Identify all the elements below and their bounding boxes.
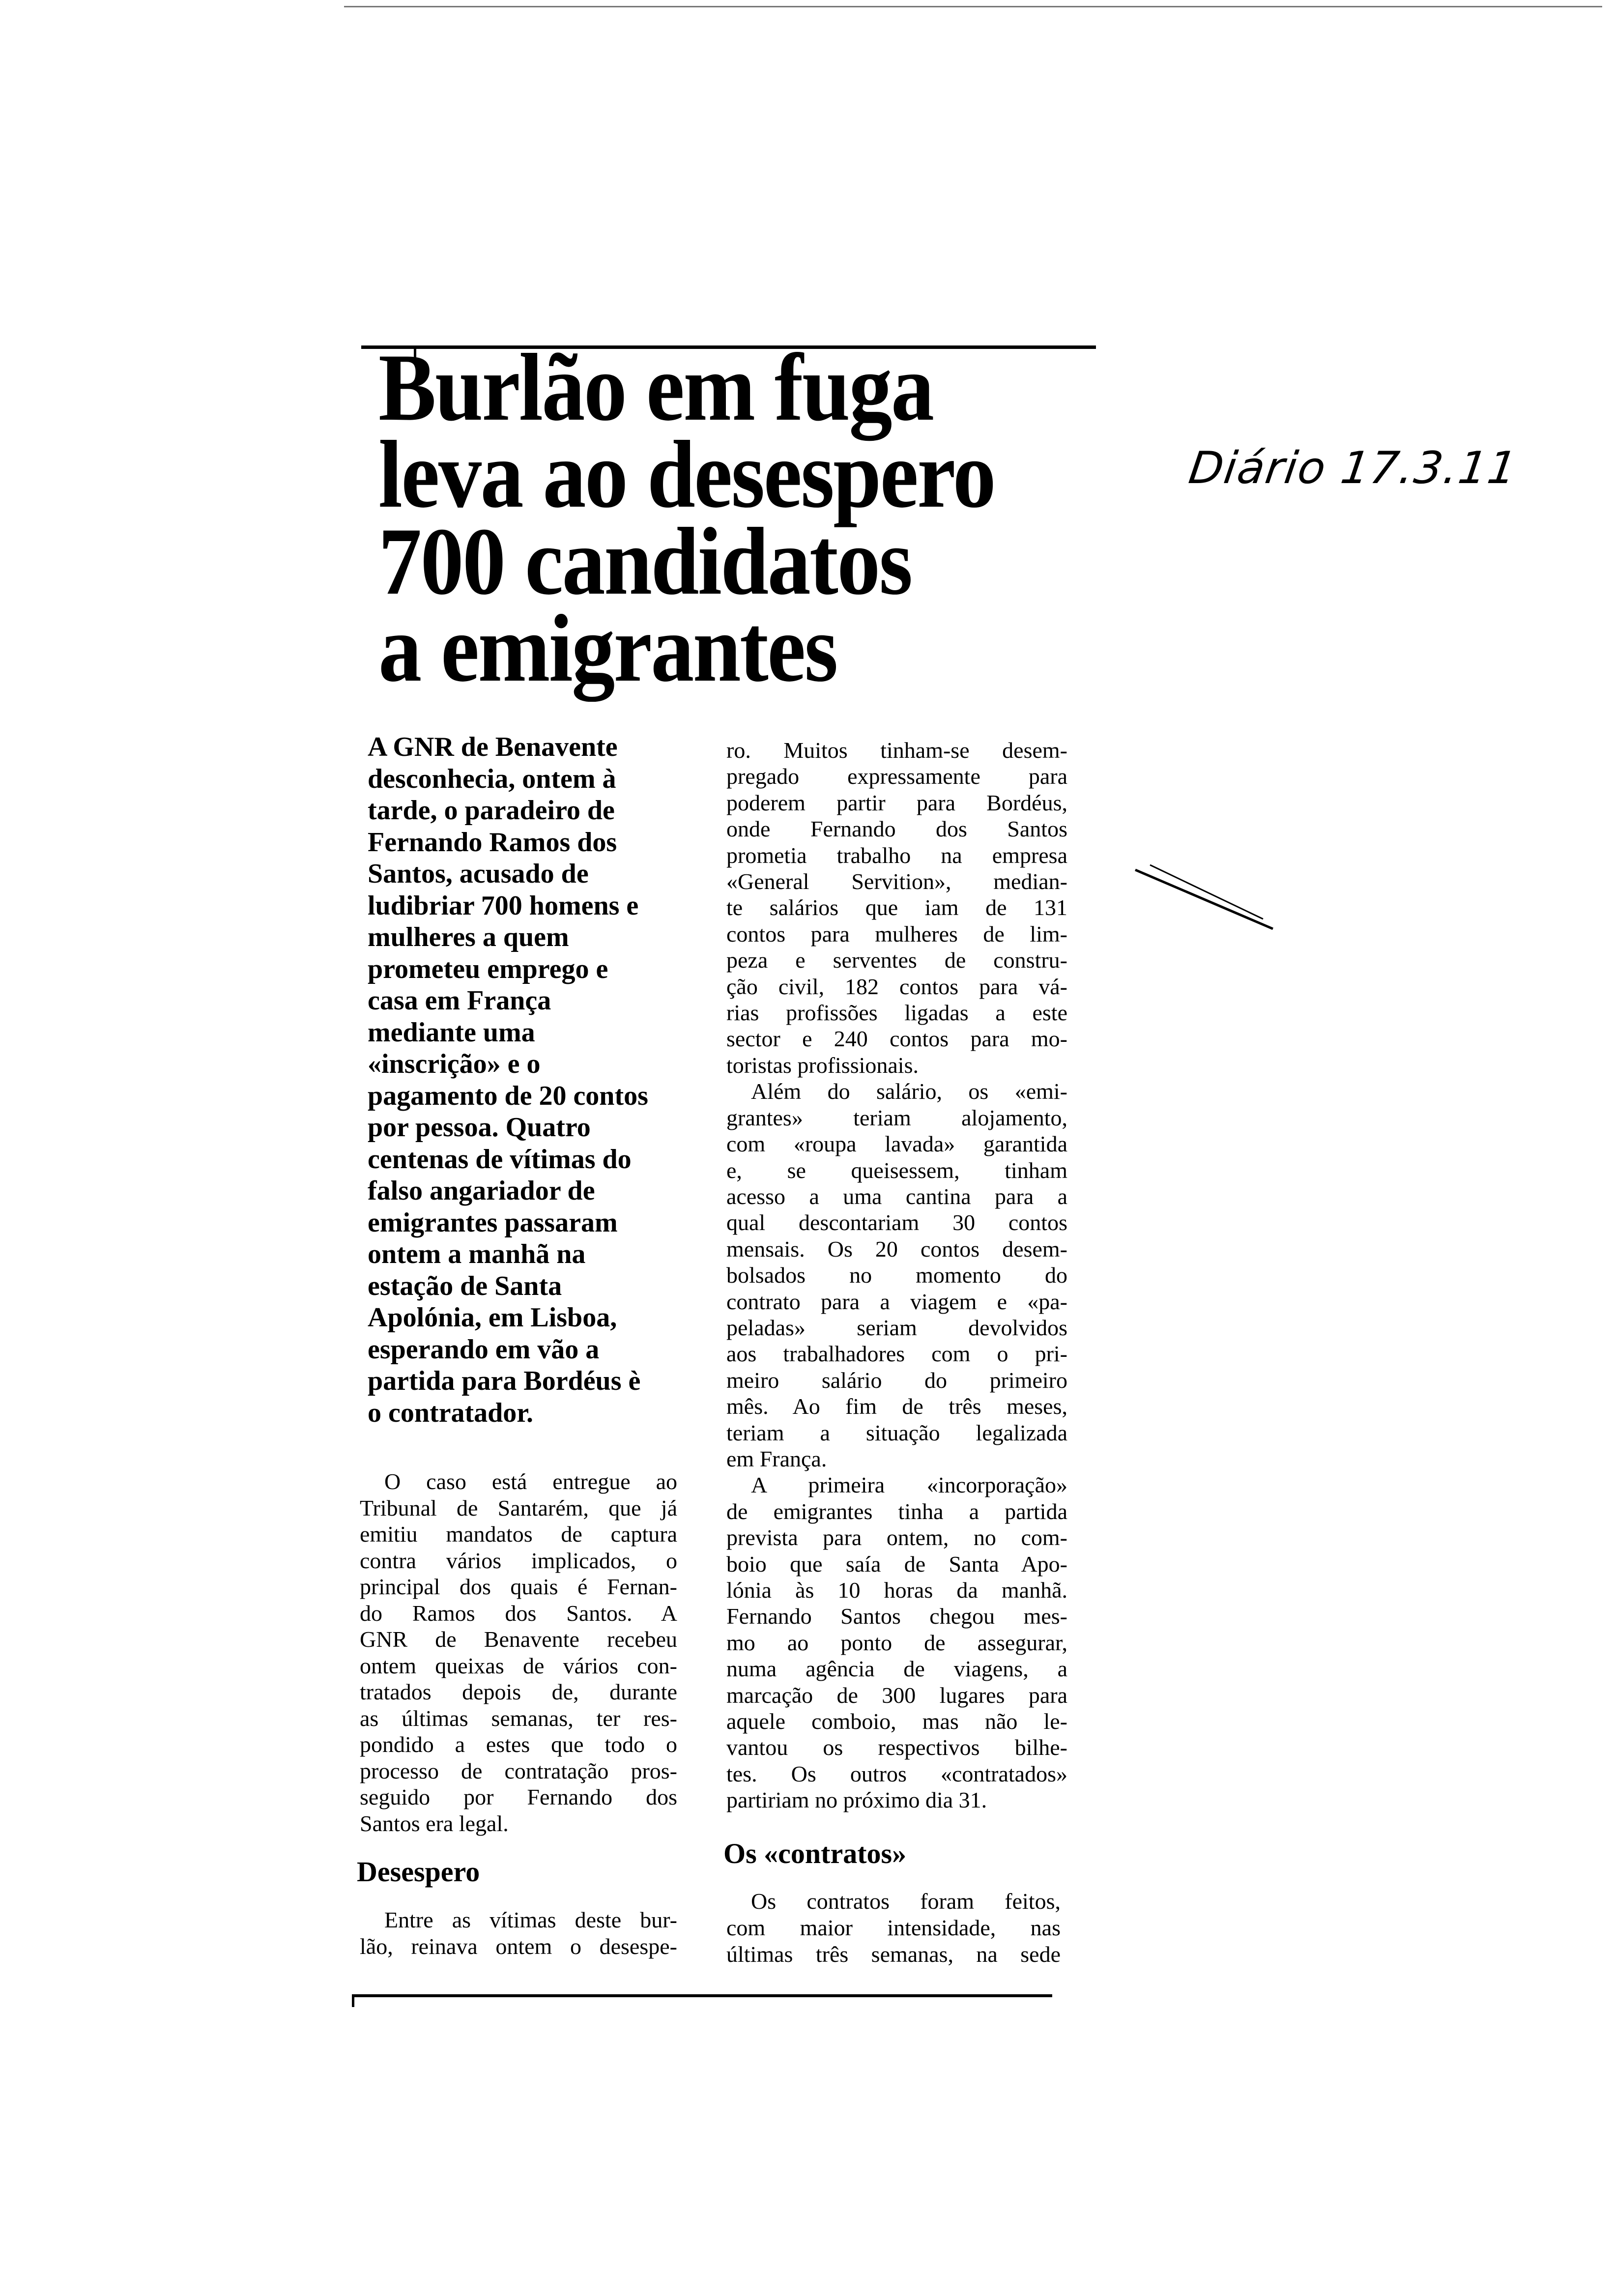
text-line: tarde, o paradeiro de [368, 795, 615, 826]
text-line: aos trabalhadores com o pri- [726, 1341, 1067, 1367]
text-line: contrato para a viagem e «pa- [726, 1289, 1067, 1314]
body-paragraph [726, 1888, 1061, 1968]
text-line: por pessoa. Quatro [368, 1112, 591, 1143]
text-line: vantou os respectivos bilhe- [726, 1735, 1067, 1760]
headline-line: leva ao desespero [378, 421, 995, 528]
text-line: onde Fernando dos Santos [726, 816, 1067, 842]
text-line: mo ao ponto de assegurar, [726, 1630, 1067, 1655]
text-line: peladas» seriam devolvidos [726, 1315, 1067, 1340]
text-line: em França. [726, 1446, 827, 1471]
text-line: toristas profissionais. [726, 1052, 919, 1078]
text-line: com «roupa lavada» garantida [726, 1131, 1067, 1157]
text-line: últimas três semanas, na sede [726, 1942, 1061, 1967]
text-line: do Ramos dos Santos. A [360, 1600, 677, 1626]
text-line: Santos, acusado de [368, 859, 589, 889]
text-line: processo de contratação pros- [360, 1758, 677, 1783]
text-line: peza e serventes de constru- [726, 947, 1067, 973]
text-line: esperando em vão a [368, 1334, 600, 1365]
text-line: aquele comboio, mas não le- [726, 1709, 1067, 1734]
body-paragraph [726, 737, 1067, 1078]
text-line: Além do salário, os «emi- [751, 1079, 1067, 1104]
text-line: casa em França [368, 985, 551, 1016]
text-line: prometeu emprego e [368, 953, 608, 984]
text-line: pregado expressamente para [726, 764, 1067, 789]
text-line: ontem a manhã na [368, 1239, 586, 1269]
text-line: grantes» teriam alojamento, [726, 1105, 1067, 1130]
text-line: emigrantes passaram [368, 1207, 618, 1238]
text-line: GNR de Benavente recebeu [360, 1627, 677, 1652]
text-line: prevista para ontem, no com- [726, 1525, 1067, 1550]
subheading-desespero: Desespero [357, 1856, 480, 1888]
text-line: emitiu mandatos de captura [360, 1521, 677, 1547]
text-line: tes. Os outros «contratados» [726, 1761, 1067, 1786]
text-line: prometia trabalho na empresa [726, 842, 1067, 868]
text-line: partiriam no próximo dia 31. [726, 1787, 987, 1813]
text-line: estação de Santa [368, 1270, 562, 1301]
body-paragraph [726, 1078, 1067, 1472]
text-line: Tribunal de Santarém, que já [360, 1495, 677, 1521]
body-paragraph [360, 1468, 677, 1837]
text-line: mensais. Os 20 contos desem- [726, 1236, 1067, 1262]
text-line: Entre as vítimas deste bur- [384, 1907, 677, 1932]
text-line: boio que saía de Santa Apo- [726, 1551, 1067, 1577]
text-line: sector e 240 contos para mo- [726, 1026, 1067, 1052]
text-line: mês. Ao fim de três meses, [726, 1394, 1067, 1419]
headline-line: Burlão em fuga [378, 334, 933, 441]
headline [378, 334, 1130, 702]
text-line: o contratador. [368, 1397, 534, 1428]
text-line: teriam a situação legalizada [726, 1420, 1067, 1445]
text-line: meiro salário do primeiro [726, 1367, 1067, 1393]
text-line: ção civil, 182 contos para vá- [726, 974, 1067, 999]
text-line: A primeira «incorporação» [751, 1472, 1067, 1498]
text-line: centenas de vítimas do [368, 1144, 632, 1175]
text-line: tratados depois de, durante [360, 1679, 677, 1704]
body-column-2 [726, 737, 1067, 1813]
bottom-rule [352, 1994, 1052, 1997]
text-line: com maior intensidade, nas [726, 1915, 1061, 1940]
lead-paragraph [368, 731, 682, 1429]
text-line: contra vários implicados, o [360, 1548, 677, 1573]
stray-pen-marks [1130, 860, 1278, 939]
bottom-rule-tick [352, 1994, 354, 2007]
text-line: as últimas semanas, ter res- [360, 1705, 677, 1731]
text-line: rias profissões ligadas a este [726, 1000, 1067, 1026]
text-line: ludibriar 700 homens e [368, 890, 639, 921]
text-line: de emigrantes tinha a partida [726, 1498, 1067, 1524]
text-line: lónia às 10 horas da manhã. [726, 1578, 1067, 1603]
text-line: ro. Muitos tinham-se desem- [726, 738, 1067, 763]
text-line: acesso a uma cantina para a [726, 1183, 1067, 1209]
text-line: mediante uma [368, 1017, 535, 1048]
text-line: Apolónia, em Lisboa, [368, 1302, 617, 1333]
text-line: marcação de 300 lugares para [726, 1682, 1067, 1708]
text-line: ontem queixas de vários con- [360, 1653, 677, 1678]
text-line: partida para Bordéus è [368, 1366, 641, 1396]
text-line: A GNR de Benavente [368, 732, 618, 762]
text-line: Fernando Ramos dos [368, 827, 617, 858]
text-line: poderem partir para Bordéus, [726, 790, 1067, 815]
text-line: «inscrição» e o [368, 1049, 541, 1079]
text-line: te salários que iam de 131 [726, 895, 1067, 920]
text-line: desconhecia, ontem à [368, 763, 616, 794]
headline-line: a emigrantes [378, 595, 837, 702]
text-line: numa agência de viagens, a [726, 1656, 1067, 1682]
text-line: «General Servition», median- [726, 869, 1067, 894]
text-line: pondido a estes que todo o [360, 1732, 677, 1757]
handwritten-note: Diário 17.3.11 [1185, 442, 1521, 494]
top-scan-edge-line [344, 6, 1602, 7]
text-line: seguido por Fernando dos [360, 1784, 677, 1809]
text-line: O caso está entregue ao [384, 1469, 677, 1494]
text-line: Os contratos foram feitos, [751, 1889, 1061, 1914]
text-line: qual descontariam 30 contos [726, 1210, 1067, 1235]
text-line: pagamento de 20 contos [368, 1080, 648, 1111]
text-line: e, se queisessem, tinham [726, 1157, 1067, 1183]
text-line: falso angariador de [368, 1176, 595, 1206]
text-line: bolsados no momento do [726, 1263, 1067, 1288]
text-line: mulheres a quem [368, 922, 569, 952]
headline-line: 700 candidatos [378, 508, 912, 615]
body-paragraph [726, 1472, 1067, 1813]
text-line: lão, reinava ontem o desespe- [360, 1934, 677, 1959]
text-line: Santos era legal. [360, 1810, 509, 1836]
text-line: contos para mulheres de lim- [726, 921, 1067, 947]
text-line: Fernando Santos chegou mes- [726, 1604, 1067, 1629]
body-paragraph [360, 1907, 677, 1960]
subheading-contratos: Os «contratos» [723, 1837, 907, 1869]
text-line: principal dos quais é Fernan- [360, 1574, 677, 1599]
